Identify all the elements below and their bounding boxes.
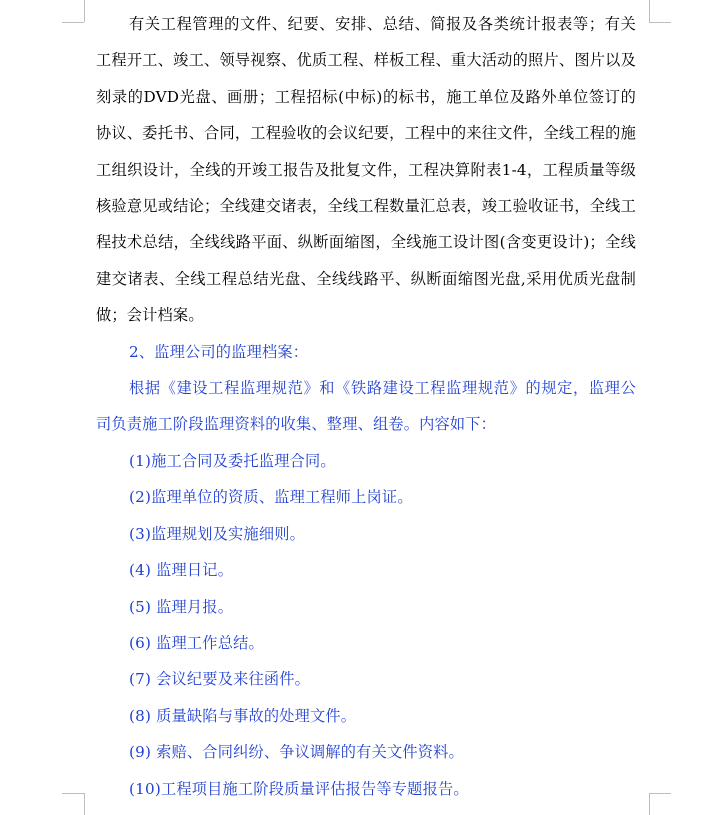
crop-mark-top-left-v [84,0,85,22]
list-item: (9) 索赔、合同纠纷、争议调解的有关文件资料。 [129,743,464,762]
supervision-item-list [96,443,636,807]
paragraph-archive-contents: 有关工程管理的文件、纪要、安排、总结、简报及各类统计报表等；有关工程开工、竣工、领导视察、优质工程、样板工程、重大活动的照片、图片以及刻录的DVD光盘、画册；工程招标(中标)的标书，施工单位及路外单位签订的协议、委托书、合同，工程验收的会议纪要，工程中的来往文件，全线工程的施工组织设计，全线的开竣工报告及批复文件，工程决算附表1-4，工程质量等级核验意见或结论；全线建交诸表，全线工程数量汇总表，竣工验收证书，全线工程技术总结，全线线路平面、纵断面缩图，全线施工设计图(含变更设计)；全线建交诸表、全线工程总结光盘、全线线路平、纵断面缩图光盘,采用优质光盘制做；会计档案。 [96,15,636,325]
crop-mark-bottom-left-v [84,793,85,815]
list-item: (8) 质量缺陷与事故的处理文件。 [129,706,357,725]
list-item: (4) 监理日记。 [129,561,234,580]
list-item: (5) 监理月报。 [129,597,234,616]
list-item: (1)施工合同及委托监理合同。 [129,451,336,470]
list-item: (7) 会议纪要及来往函件。 [129,670,311,689]
crop-mark-bottom-right-h [649,793,671,794]
document-body [96,6,636,807]
list-item: (10)工程项目施工阶段质量评估报告等专题报告。 [129,779,469,798]
crop-mark-top-left-h [62,22,84,23]
crop-mark-top-right-v [649,0,650,22]
paragraph-supervision-basis: 根据《建设工程监理规范》和《铁路建设工程监理规范》的规定，监理公司负责施工阶段监理资料的收集、整理、组卷。内容如下： [96,379,636,434]
list-item: (2)监理单位的资质、监理工程师上岗证。 [129,488,413,507]
crop-mark-top-right-h [649,22,671,23]
section-heading-supervision-archive: 2、监理公司的监理档案： [129,342,309,361]
list-item: (3)监理规划及实施细则。 [129,524,305,543]
list-item: (6) 监理工作总结。 [129,633,264,652]
crop-mark-bottom-right-v [649,793,650,815]
crop-mark-bottom-left-h [62,793,84,794]
